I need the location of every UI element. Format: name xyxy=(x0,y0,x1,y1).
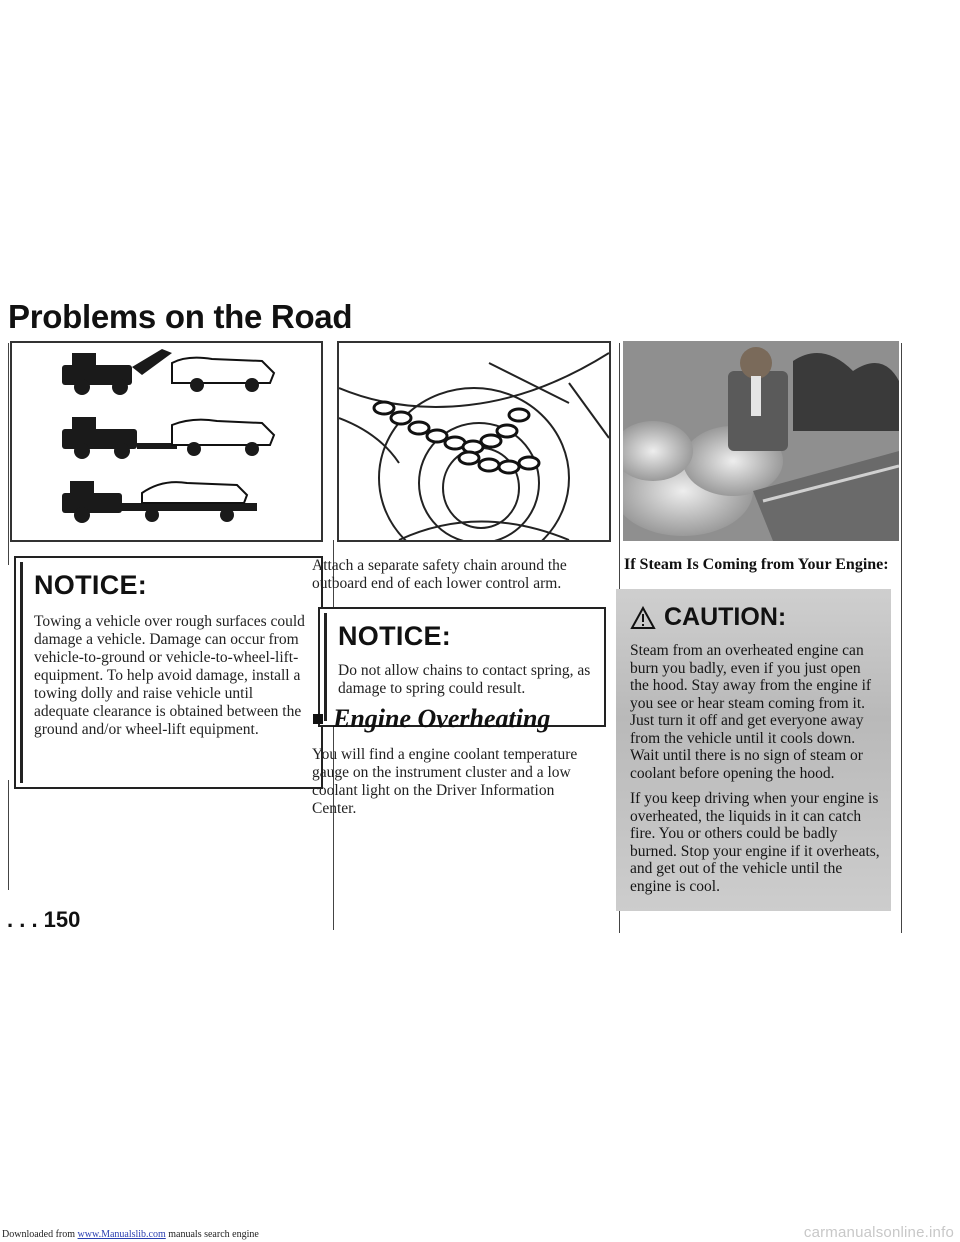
column-divider-left-lower xyxy=(8,780,9,890)
caution-body xyxy=(630,642,881,895)
engine-overheating-text: You will find a engine coolant temperature gauge on the instrument cluster and a low coolant light on the Driver Information Center. xyxy=(312,746,578,817)
towing-notice xyxy=(14,556,323,789)
tow-trucks-icon xyxy=(12,343,321,540)
steam-heading: If Steam Is Coming from Your Engine: xyxy=(624,556,889,573)
caution-paragraph-1: Steam from an overheated engine can burn you badly, even if you just open the hood. Stay away from the engine if you see or hear steam coming from it. Just turn it off and get everyone away from the vehicle until it cools down. Wait until there is no sign of steam or coolant before opening the hood. xyxy=(630,642,872,782)
steam-scene-icon xyxy=(623,341,899,541)
safety-chain-illustration xyxy=(337,341,611,542)
steam-caution-box xyxy=(616,589,891,911)
warning-triangle-icon xyxy=(630,606,656,630)
notice-heading: NOTICE: xyxy=(34,570,148,600)
steam-engine-illustration xyxy=(623,341,899,541)
watermark: carmanualsonline.info xyxy=(803,1224,954,1241)
notice-body: Towing a vehicle over rough surfaces could damage a vehicle. Damage can occur from vehicle-to-ground or vehicle-to-wheel-lift-equipment. To help avoid damage, install a towing dolly and raise vehicle until adequate clearance is obtained between the ground and/or wheel-lift equipment. xyxy=(34,613,305,738)
bullet-icon xyxy=(313,714,323,724)
column-divider-far-right xyxy=(901,343,902,933)
column-divider-middle xyxy=(333,540,334,930)
caution-heading: CAUTION: xyxy=(630,603,881,632)
manualslib-link[interactable]: www.Manualslib.com xyxy=(77,1229,166,1240)
notice-body: Do not allow chains to contact spring, as damage to spring could result. xyxy=(338,662,591,697)
caution-paragraph-2: If you keep driving when your engine is overheated, the liquids in it can catch fire. You or others could be badly burned. Stop your engine if it overheats, and get out of the vehicle until the engine is cool. xyxy=(630,790,880,895)
chain-instruction-text: Attach a separate safety chain around the outboard end of each lower control arm. xyxy=(312,557,567,592)
page-number: . . . 150 xyxy=(7,907,81,932)
notice-heading: NOTICE: xyxy=(338,621,452,651)
page-title: Problems on the Road xyxy=(8,298,353,335)
section-heading-engine-overheating: Engine Overheating xyxy=(313,704,550,734)
download-source-text: Downloaded from www.Manualslib.com manuals search engine xyxy=(2,1229,259,1240)
chain-icon xyxy=(339,343,609,540)
towing-vehicles-illustration xyxy=(10,341,323,542)
column-divider-left xyxy=(8,343,9,565)
